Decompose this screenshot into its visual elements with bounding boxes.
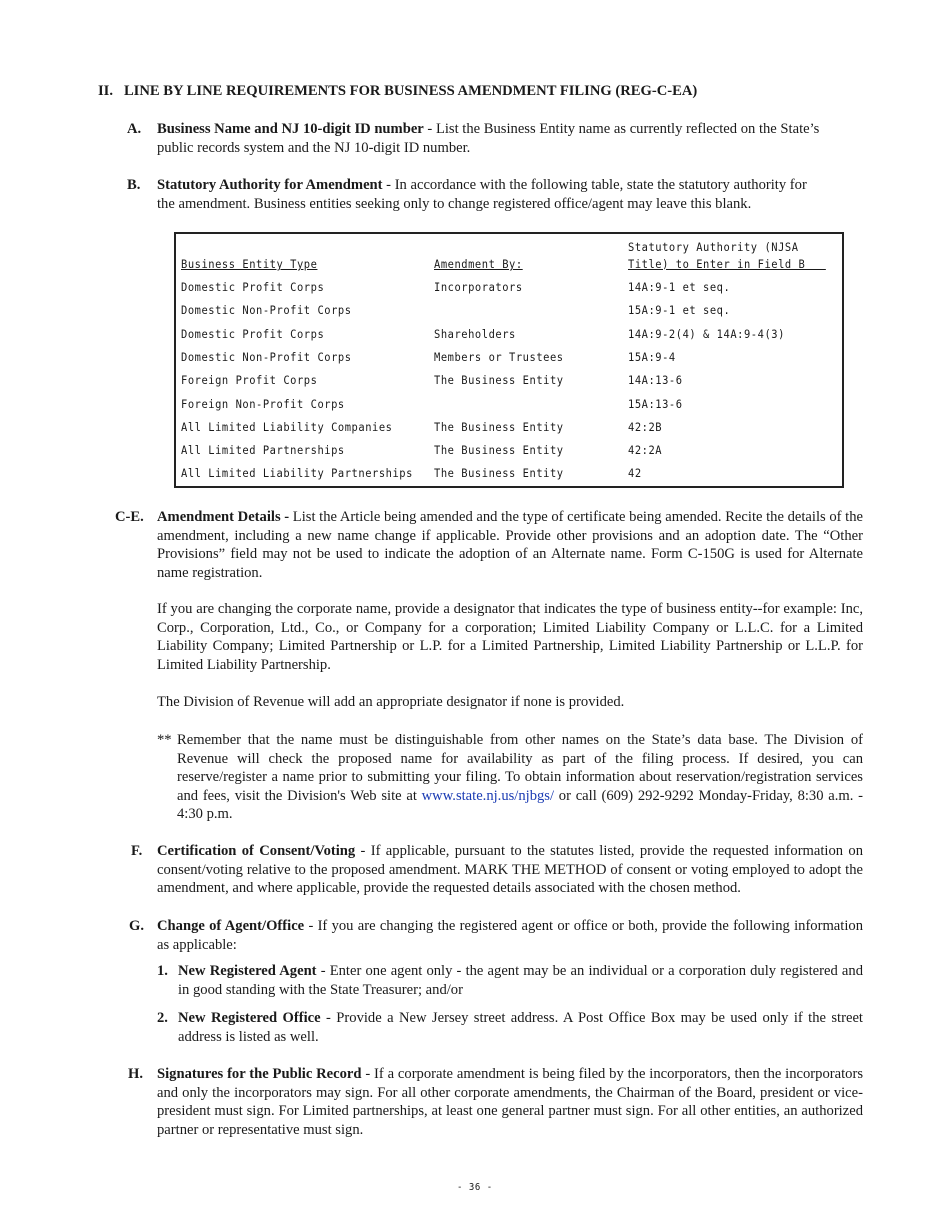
item-ce-note-text-after: or call (609) 292-9292 Monday-Friday, 8:30 a.m. - 4:30 p.m. xyxy=(177,787,863,823)
item-ce-text: List the Article being amended and the type of certificate being amended. Recite the details of the amendment, including a new name change if applicable. Provide other provisions and an adoption date. The “Other Provisions” field may not be used to indicate the adoption of an Alternate name. Form C-150G is used for Alternate name registration. xyxy=(157,509,863,581)
item-h-para xyxy=(157,1065,863,1139)
table-header-entity-type: Business Entity Type xyxy=(181,257,318,271)
item-g-text: - If you are changing the registered agent or office or both, provide the following information as applicable: xyxy=(157,918,863,953)
item-g1-text: - Enter one agent only - the agent may be an individual or a corporation duly registered and in good standing with the State Treasurer; and/or xyxy=(178,963,863,998)
section-heading: II. LINE BY LINE REQUIREMENTS FOR BUSINESS AMENDMENT FILING (REG-C-EA) xyxy=(98,83,698,99)
item-f-para xyxy=(157,842,863,898)
table-cell-authority: 15A:13-6 xyxy=(628,396,683,411)
item-ce-para1 xyxy=(157,508,863,582)
item-g2-title: New Registered Office xyxy=(178,1010,321,1026)
item-g-para xyxy=(157,917,863,954)
table-cell-amendment-by: The Business Entity xyxy=(434,419,564,434)
table-cell-entity-type: Foreign Profit Corps xyxy=(181,373,318,388)
table-cell-authority: 42:2B xyxy=(628,419,663,434)
item-b-line1 xyxy=(157,176,863,195)
table-cell-entity-type: All Limited Liability Companies xyxy=(181,419,393,434)
item-f-marker: F. xyxy=(131,843,143,859)
item-b-title: Statutory Authority for Amendment xyxy=(157,177,383,193)
item-g2-para xyxy=(178,1009,863,1046)
item-h-text: - If a corporate amendment is being filed by the incorporators, then the incorporators and only the incorporators may sign. For all other corporate amendments, the Chairman of the Board, president or vice-president must sign. For Limited partnerships, at least one general partner must sign. For all other entities, an authorized partner or representative must sign. xyxy=(157,1066,863,1138)
table-cell-entity-type: Foreign Non-Profit Corps xyxy=(181,396,345,411)
table-cell-authority: 14A:9-1 et seq. xyxy=(628,280,731,294)
item-ce-title: Amendment Details - xyxy=(157,509,290,525)
table-cell-authority: 14A:13-6 xyxy=(628,373,683,388)
statutory-authority-table xyxy=(174,232,844,488)
table-header-amendment-by xyxy=(434,255,523,274)
item-b-marker: B. xyxy=(127,177,141,193)
item-a-marker: A. xyxy=(127,121,142,137)
item-g1-para xyxy=(178,962,863,999)
item-h-marker: H. xyxy=(128,1066,143,1082)
item-f-text: - If applicable, pursuant to the statutes listed, provide the requested information on consent/voting relative to the proposed amendment. MARK THE METHOD of consent or voting employed to adopt the amendment, and where applicable, provide the requested details associated with the chosen method. xyxy=(157,843,864,897)
item-g2-marker: 2. xyxy=(157,1010,168,1026)
item-ce-para3: The Division of Revenue will add an appropriate designator if none is provided. xyxy=(157,694,625,710)
table-cell-authority: 14A:9-2(4) & 14A:9-4(3) xyxy=(628,326,785,341)
item-g2-text: - Provide a New Jersey street address. A Post Office Box may be used only if the street address is listed as well. xyxy=(178,1010,863,1045)
item-g1-title: New Registered Agent xyxy=(178,963,317,979)
item-h-title: Signatures for the Public Record xyxy=(157,1066,362,1082)
table-cell-amendment-by: Members or Trustees xyxy=(434,349,564,364)
item-a-text1: - List the Business Entity name as currently reflected on the State’s xyxy=(423,121,820,137)
item-ce-note-marker: ** xyxy=(157,732,172,748)
table-header-authority-line2: Title) to Enter in Field B xyxy=(628,257,826,271)
item-ce-para2: If you are changing the corporate name, provide a designator that indicates the type of business entity--for example: Inc, Corp., Corporation, Ltd., Co., or Company for a corporation; Limited Liability Company or L.L.C. for a Limited Liability Company; Limited Partnership or L.P. for a Limited Partnership, Limited Liability Partnership or L.L.P. for Limited Liability Partnership. xyxy=(157,601,863,673)
table-cell-entity-type: Domestic Non-Profit Corps xyxy=(181,349,352,364)
table-cell-authority: 42 xyxy=(628,466,642,481)
table-cell-entity-type: Domestic Non-Profit Corps xyxy=(181,303,352,318)
table-cell-amendment-by: Incorporators xyxy=(434,280,523,294)
table-header-authority-line1: Statutory Authority (NJSA xyxy=(628,240,799,254)
item-ce-note xyxy=(177,731,863,824)
table-cell-amendment-by: Shareholders xyxy=(434,326,516,341)
table-cell-authority: 15A:9-1 et seq. xyxy=(628,303,731,318)
item-f-title: Certification of Consent/Voting xyxy=(157,843,356,859)
item-a-line1 xyxy=(157,120,863,139)
item-a-title: Business Name and NJ 10-digit ID number xyxy=(157,121,424,137)
item-b-text1: - In accordance with the following table, state the statutory authority for xyxy=(382,177,807,193)
page-number: - 36 - xyxy=(457,1182,493,1193)
table-header-amendment-by-text: Amendment By: xyxy=(434,257,523,271)
table-cell-entity-type: Domestic Profit Corps xyxy=(181,280,325,294)
table-cell-amendment-by: The Business Entity xyxy=(434,466,564,481)
item-ce-note-text: Remember that the name must be distinguishable from other names on the State’s data base. The Division of Revenue will check the proposed name for availability as part of the filing process. If desired, you can reserve/register a name prior to submitting your filing. To obtain information about reservation/registration services and fees, visit the Division's Web site at xyxy=(177,732,863,804)
table-cell-entity-type: All Limited Liability Partnerships xyxy=(181,466,413,481)
item-g-title: Change of Agent/Office xyxy=(157,918,305,934)
table-cell-authority: 42:2A xyxy=(628,443,663,458)
item-b-line2: the amendment. Business entities seeking only to change registered office/agent may leave this blank. xyxy=(157,196,752,212)
item-g1-marker: 1. xyxy=(157,963,168,979)
table-cell-entity-type: Domestic Profit Corps xyxy=(181,326,325,341)
table-cell-authority: 15A:9-4 xyxy=(628,349,676,364)
item-ce-marker: C-E. xyxy=(115,509,144,525)
table-cell-amendment-by: The Business Entity xyxy=(434,373,564,388)
item-g-marker: G. xyxy=(129,918,144,934)
item-a-line2: public records system and the NJ 10-digit ID number. xyxy=(157,140,471,156)
division-website-link[interactable]: www.state.nj.us/njbgs/ xyxy=(421,787,555,804)
table-cell-entity-type: All Limited Partnerships xyxy=(181,443,345,458)
table-cell-amendment-by: The Business Entity xyxy=(434,443,564,458)
